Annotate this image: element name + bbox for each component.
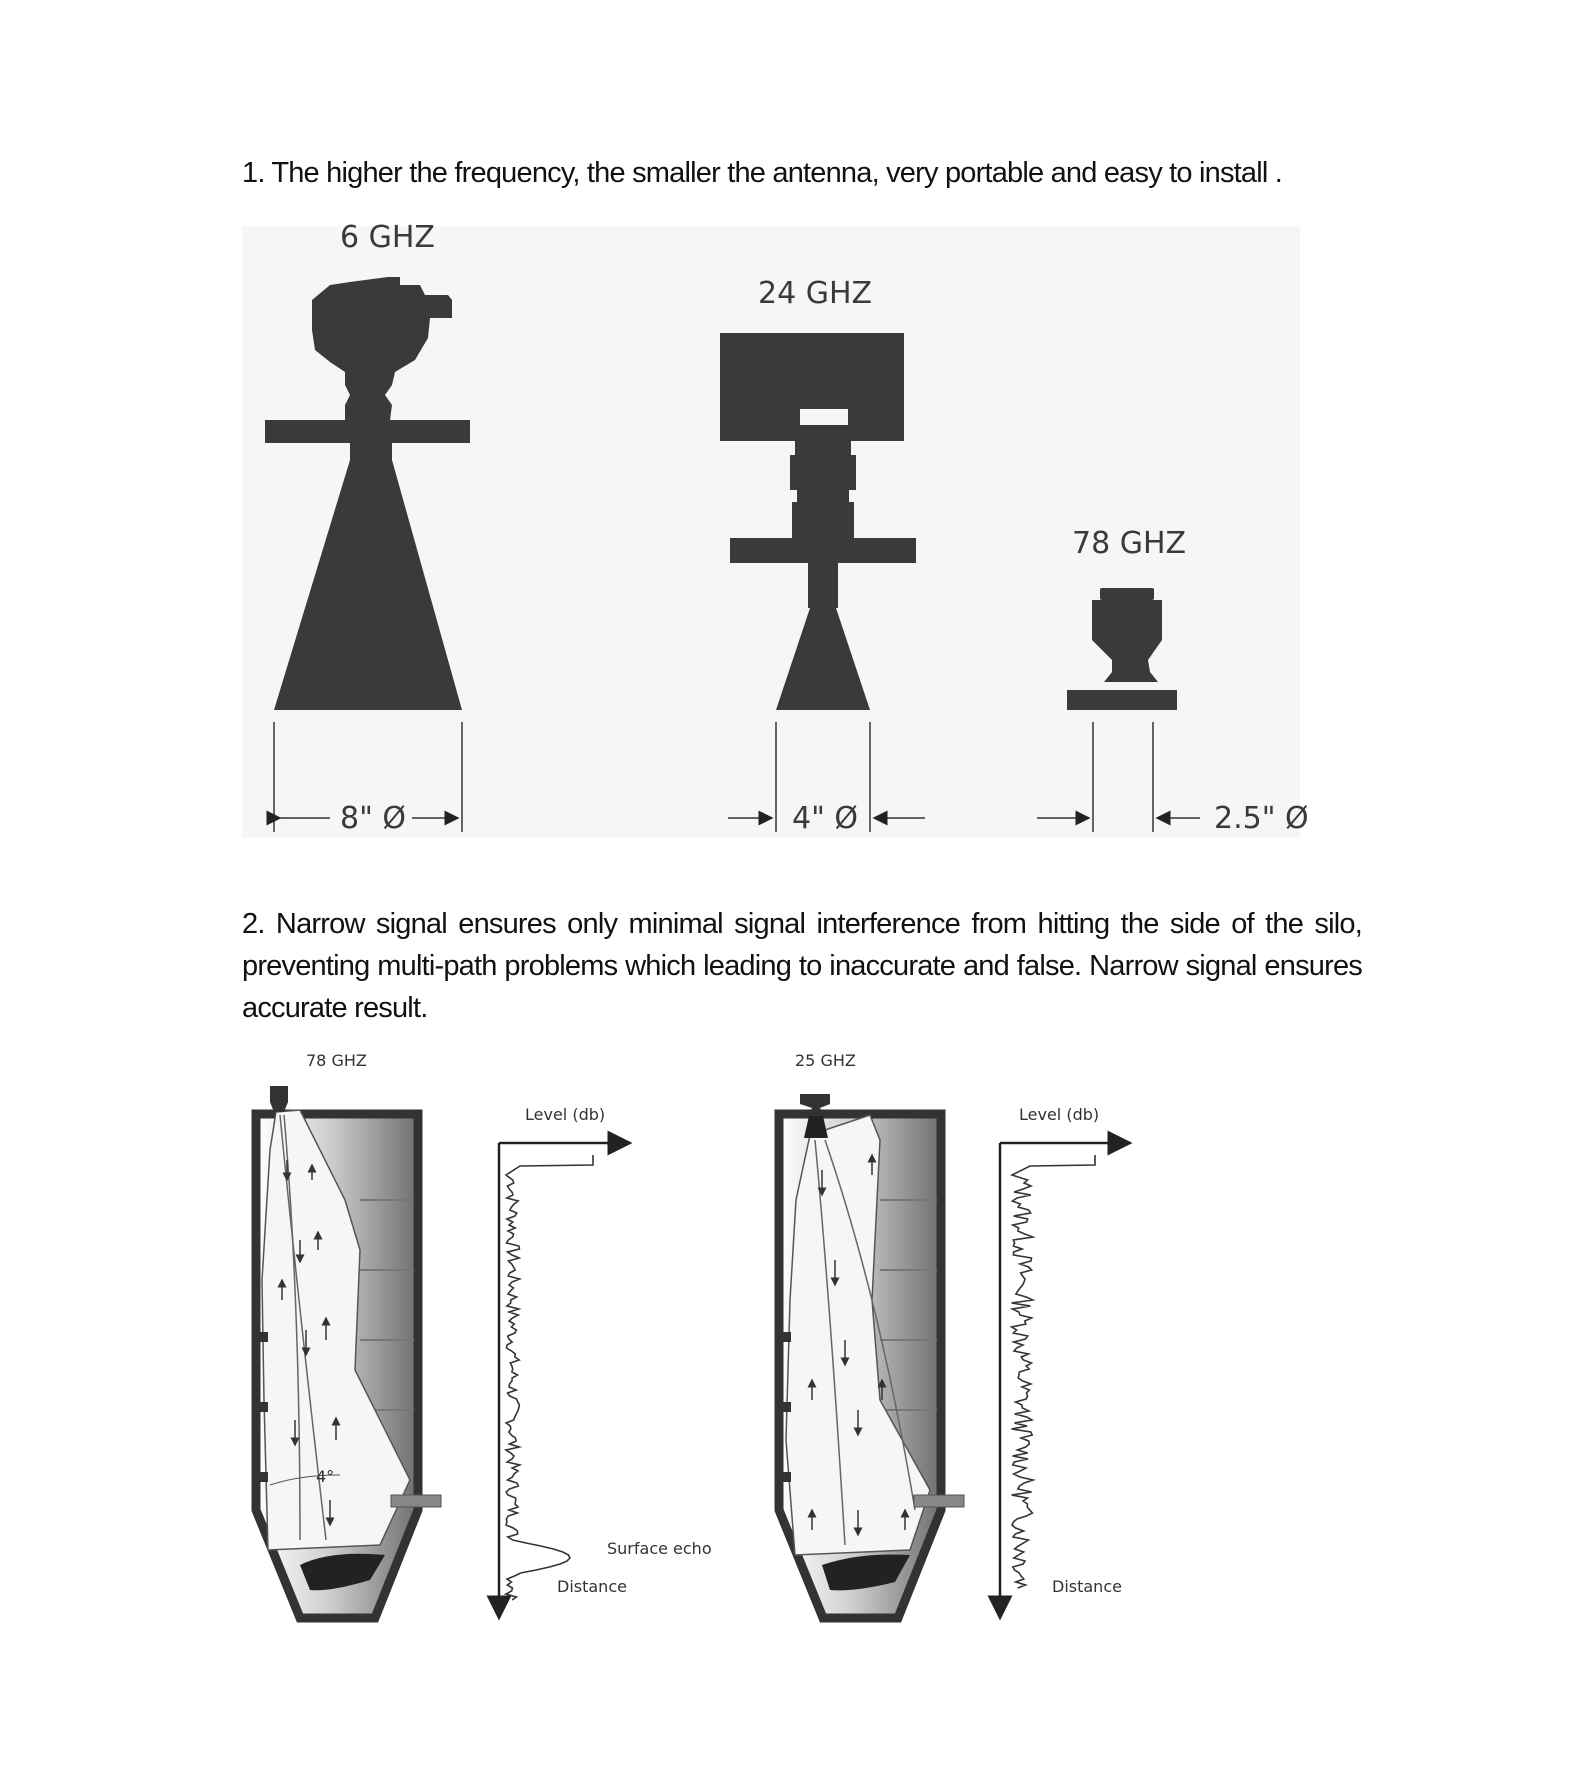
chart-left-x-axis: Distance (557, 1577, 627, 1596)
dimension-2-5in: 2.5" Ø (1214, 801, 1309, 836)
silo-left-beam-angle: 4° (316, 1467, 335, 1486)
chart-right-x-axis: Distance (1052, 1577, 1122, 1596)
silo-left-antenna (270, 1086, 288, 1112)
antenna-24ghz-label: 24 GHZ (758, 276, 873, 311)
silo-figure-right (779, 1051, 964, 1618)
antenna-figure (242, 220, 1309, 838)
antenna-6ghz-label: 6 GHZ (340, 220, 435, 255)
chart-right-y-axis: Level (db) (1019, 1105, 1100, 1124)
chart-left-surface-echo: Surface echo (607, 1539, 712, 1558)
signal-chart-right (1000, 1105, 1130, 1618)
section2-text: 2. Narrow signal ensures only minimal signal interference from hitting the side of the silo, preventing multi-path problems which leading to inaccurate and false. Narrow signal ensures accurate result. (242, 908, 1362, 1024)
chart-left-signal-trace (506, 1155, 593, 1600)
antenna-24ghz-display (800, 409, 848, 425)
chart-right-signal-trace (1012, 1155, 1096, 1588)
signal-chart-left (499, 1105, 712, 1618)
silo-left-pipe (391, 1495, 441, 1507)
antenna-78ghz-label: 78 GHZ (1072, 526, 1187, 561)
dimension-8in: 8" Ø (340, 801, 407, 836)
silo-left-frequency: 78 GHZ (306, 1051, 367, 1070)
silo-right-frequency: 25 GHZ (795, 1051, 856, 1070)
dimension-4in: 4" Ø (792, 801, 859, 836)
chart-left-y-axis: Level (db) (525, 1105, 606, 1124)
silo-figure-left (256, 1051, 441, 1618)
section1-text: 1. The higher the frequency, the smaller the antenna, very portable and easy to install . (242, 157, 1283, 189)
silo-right-pipe (914, 1495, 964, 1507)
